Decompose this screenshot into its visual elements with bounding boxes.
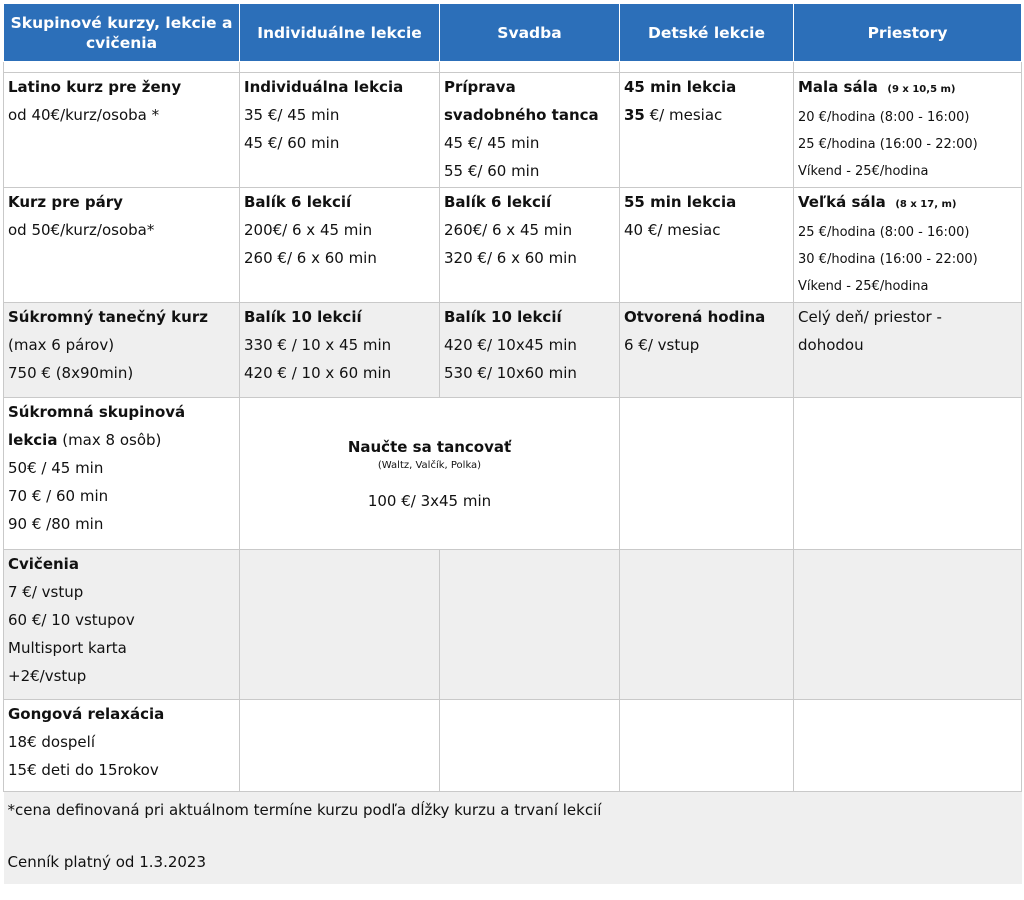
learn-subtitle: (Waltz, Valčík, Polka) xyxy=(377,459,482,471)
cell-title: svadobného tanca xyxy=(444,106,599,124)
hall-dims: (9 x 10,5 m) xyxy=(887,84,956,95)
header-spaces: Priestory xyxy=(794,4,1022,62)
price-line: 260€/ 6 x 45 min xyxy=(444,221,573,239)
price-line: 90 € /80 min xyxy=(8,515,104,533)
hall-name: Veľká sála xyxy=(798,193,886,211)
cell-wedding-package-10 xyxy=(440,303,620,398)
cell-individual-lesson xyxy=(240,73,440,188)
price-line: 70 € / 60 min xyxy=(8,487,109,505)
cell-gong xyxy=(4,700,240,792)
empty-cell xyxy=(794,550,1022,700)
cell-latino xyxy=(4,73,240,188)
cell-title: 45 min lekcia xyxy=(624,78,737,96)
cell-learn-to-dance xyxy=(240,398,620,550)
header-row xyxy=(4,4,1022,62)
cell-title: Balík 10 lekcií xyxy=(444,308,562,326)
cell-large-hall xyxy=(794,188,1022,303)
price-line: 18€ dospelí xyxy=(8,733,95,751)
cell-package-6 xyxy=(240,188,440,303)
table-row xyxy=(4,188,1022,303)
empty-cell xyxy=(240,700,440,792)
cell-kids-45 xyxy=(620,73,794,188)
empty-cell xyxy=(620,398,794,550)
price-rest: €/ mesiac xyxy=(644,106,723,124)
learn-price: 100 €/ 3x45 min xyxy=(367,491,492,510)
footnote: *cena definovaná pri aktuálnom termíne kurzu podľa dĺžky kurzu a trvaní lekcií xyxy=(7,801,602,819)
price-line: 45 €/ 60 min xyxy=(244,134,340,152)
empty-cell xyxy=(620,550,794,700)
price-line: 25 €/hodina (16:00 - 22:00) xyxy=(798,137,978,152)
validity-note: Cenník platný od 1.3.2023 xyxy=(7,853,207,871)
cell-title: Príprava xyxy=(444,78,516,96)
cell-exercise xyxy=(4,550,240,700)
price-line: 35 €/ 45 min xyxy=(244,106,340,124)
price-line: od 50€/kurz/osoba* xyxy=(8,221,155,239)
price-line: 420 € / 10 x 60 min xyxy=(244,364,392,382)
spacer-row xyxy=(4,62,1022,73)
price-line: +2€/vstup xyxy=(8,667,87,685)
cell-private-course xyxy=(4,303,240,398)
row-title: Súkromná skupinová xyxy=(8,403,186,421)
empty-cell xyxy=(794,700,1022,792)
row-title: Cvičenia xyxy=(8,555,79,573)
cell-title: Balík 6 lekcií xyxy=(444,193,552,211)
price-line: 260 €/ 6 x 60 min xyxy=(244,249,377,267)
price-line: 55 €/ 60 min xyxy=(444,162,540,180)
table-row xyxy=(4,700,1022,792)
row-title-line xyxy=(8,426,235,454)
cell-wedding-package-6 xyxy=(440,188,620,303)
table-row xyxy=(4,73,1022,188)
price-line: od 40€/kurz/osoba * xyxy=(8,106,160,124)
price-line: 45 €/ 45 min xyxy=(444,134,540,152)
cell-package-10 xyxy=(240,303,440,398)
table-row xyxy=(4,303,1022,398)
header-kids: Detské lekcie xyxy=(620,4,794,62)
price-line: 6 €/ vstup xyxy=(624,336,700,354)
price-line: Multisport karta xyxy=(8,639,127,657)
table-row xyxy=(4,550,1022,700)
cell-title: Balík 6 lekcií xyxy=(244,193,352,211)
row-title: lekcia xyxy=(8,431,58,449)
learn-title: Naučte sa tancovať xyxy=(347,437,512,456)
empty-cell xyxy=(440,700,620,792)
price-line: 25 €/hodina (8:00 - 16:00) xyxy=(798,225,970,240)
price-line: 20 €/hodina (8:00 - 16:00) xyxy=(798,110,970,125)
row-title: Gongová relaxácia xyxy=(8,705,165,723)
price-line: 40 €/ mesiac xyxy=(624,221,721,239)
price-line: Celý deň/ priestor - xyxy=(798,308,942,326)
price-line xyxy=(624,101,789,129)
price-line: Víkend - 25€/hodina xyxy=(798,279,929,294)
price-number: 35 xyxy=(624,106,645,124)
hall-heading xyxy=(798,73,1017,104)
cell-couples xyxy=(4,188,240,303)
empty-cell xyxy=(620,700,794,792)
cell-title: Balík 10 lekcií xyxy=(244,308,362,326)
price-line: 30 €/hodina (16:00 - 22:00) xyxy=(798,252,978,267)
price-line: 200€/ 6 x 45 min xyxy=(244,221,373,239)
row-title: Latino kurz pre ženy xyxy=(8,78,182,96)
header-wedding: Svadba xyxy=(440,4,620,62)
cell-kids-55 xyxy=(620,188,794,303)
price-line: 320 €/ 6 x 60 min xyxy=(444,249,577,267)
hall-dims: (8 x 17, m) xyxy=(895,199,957,210)
cell-title: Individuálna lekcia xyxy=(244,78,404,96)
cell-small-hall xyxy=(794,73,1022,188)
price-line: 530 €/ 10x60 min xyxy=(444,364,577,382)
cell-title: Otvorená hodina xyxy=(624,308,766,326)
price-line: 15€ deti do 15rokov xyxy=(8,761,159,779)
cell-title: 55 min lekcia xyxy=(624,193,737,211)
price-line: 60 €/ 10 vstupov xyxy=(8,611,135,629)
row-title: Kurz pre páry xyxy=(8,193,123,211)
hall-name: Mala sála xyxy=(798,78,878,96)
price-line: 50€ / 45 min xyxy=(8,459,104,477)
price-table xyxy=(3,3,1022,884)
price-line: Víkend - 25€/hodina xyxy=(798,164,929,179)
cell-full-day xyxy=(794,303,1022,398)
cell-wedding-prep xyxy=(440,73,620,188)
price-line: (max 6 párov) xyxy=(8,336,115,354)
price-line: 750 € (8x90min) xyxy=(8,364,134,382)
row-title: Súkromný tanečný kurz xyxy=(8,308,208,326)
hall-heading xyxy=(798,188,1017,219)
cell-private-group xyxy=(4,398,240,550)
empty-cell xyxy=(794,398,1022,550)
footer-row xyxy=(4,792,1022,884)
header-individual: Individuálne lekcie xyxy=(240,4,440,62)
empty-cell xyxy=(440,550,620,700)
header-group-courses: Skupinové kurzy, lekcie a cvičenia xyxy=(4,4,240,62)
price-line: 7 €/ vstup xyxy=(8,583,84,601)
footer-cell xyxy=(4,792,1022,884)
capacity-note: (max 8 osôb) xyxy=(57,431,162,449)
cell-open-lesson xyxy=(620,303,794,398)
price-line: 420 €/ 10x45 min xyxy=(444,336,577,354)
empty-cell xyxy=(240,550,440,700)
price-line: 330 € / 10 x 45 min xyxy=(244,336,392,354)
price-line: dohodou xyxy=(798,336,864,354)
table-row xyxy=(4,398,1022,550)
